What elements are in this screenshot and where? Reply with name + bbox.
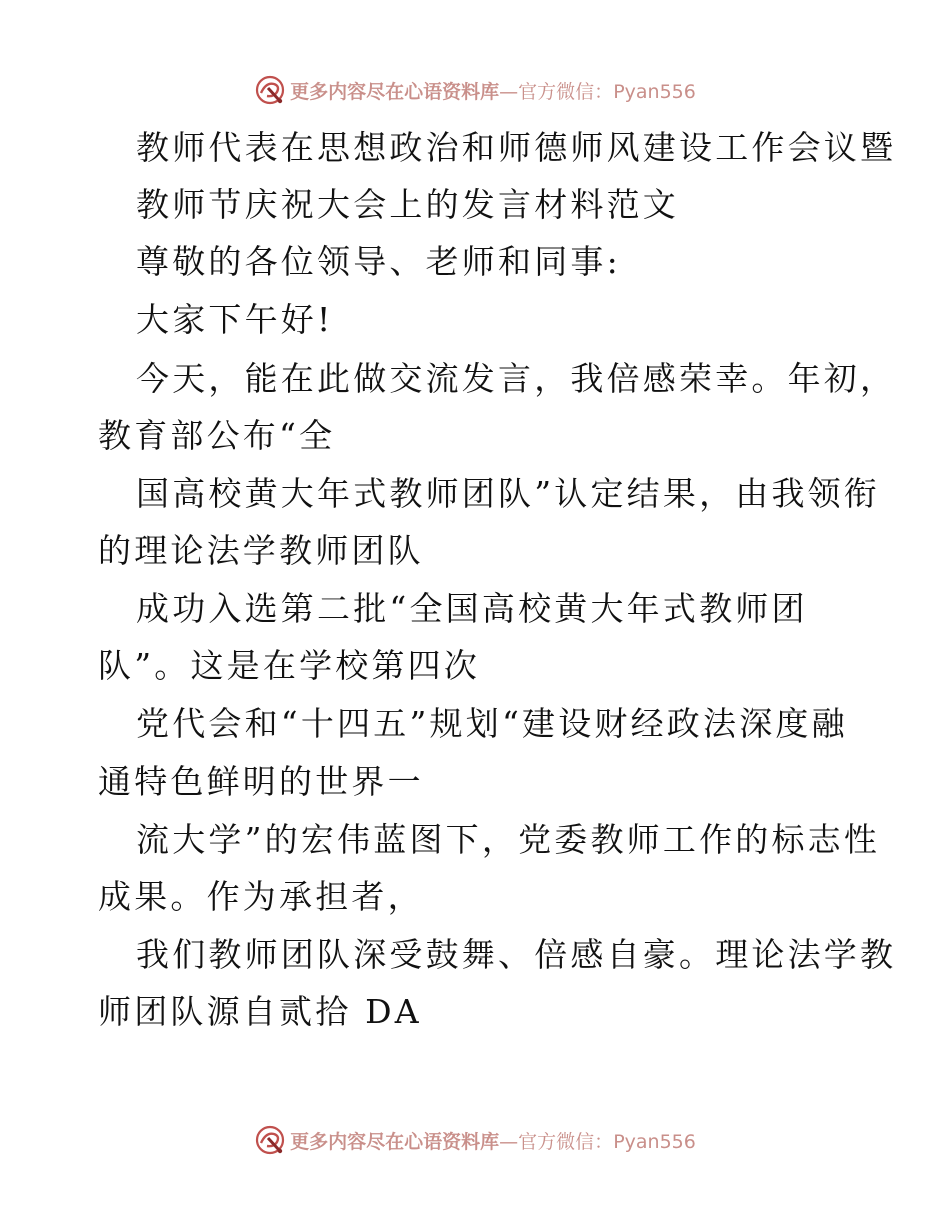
seal-logo-icon <box>254 74 286 106</box>
paragraph-line: 通特色鲜明的世界一 <box>98 762 424 801</box>
paragraph-line: 队”。这是在学校第四次 <box>98 646 481 685</box>
paragraph-line: 教育部公布“全 <box>98 416 336 455</box>
paragraph-line: 成功入选第二批“全国高校黄大年式教师团 <box>136 589 808 628</box>
header-watermark <box>0 70 950 110</box>
watermark-wechat-id: Pyan556 <box>613 80 696 103</box>
watermark-brand: 更多内容尽在心语资料库 <box>290 1130 500 1153</box>
seal-logo-icon <box>254 1124 286 1156</box>
paragraph-line: 党代会和“十四五”规划“建设财经政法深度融 <box>136 704 848 743</box>
paragraph-line: 的理论法学教师团队 <box>98 531 424 570</box>
watermark-brand: 更多内容尽在心语资料库 <box>290 80 500 103</box>
watermark-wechat-label: 官方微信： <box>518 1130 614 1153</box>
watermark-text <box>290 1127 696 1154</box>
paragraph-line: 成果。作为承担者， <box>98 877 424 916</box>
watermark-text <box>290 77 696 104</box>
paragraph-line: 师团队源自贰拾 DA <box>98 992 422 1031</box>
document-title-line-1: 教师代表在思想政治和师德师风建设工作会议暨 <box>136 128 897 167</box>
paragraph-line: 我们教师团队深受鼓舞、倍感自豪。理论法学教 <box>136 935 897 974</box>
greeting: 大家下午好! <box>136 300 334 339</box>
watermark-wechat-id: Pyan556 <box>613 1130 696 1153</box>
paragraph-line: 流大学”的宏伟蓝图下，党委教师工作的标志性 <box>136 820 881 859</box>
watermark-dash: — <box>499 80 519 103</box>
watermark-dash: — <box>499 1130 519 1153</box>
document-title-line-2: 教师节庆祝大会上的发言材料范文 <box>136 185 679 224</box>
paragraph-line: 国高校黄大年式教师团队”认定结果，由我领衔 <box>136 474 881 513</box>
salutation: 尊敬的各位领导、老师和同事: <box>136 242 621 281</box>
watermark-wechat-label: 官方微信： <box>518 80 614 103</box>
paragraph-line: 今天，能在此做交流发言，我倍感荣幸。年初， <box>136 359 897 398</box>
footer-watermark <box>0 1120 950 1160</box>
